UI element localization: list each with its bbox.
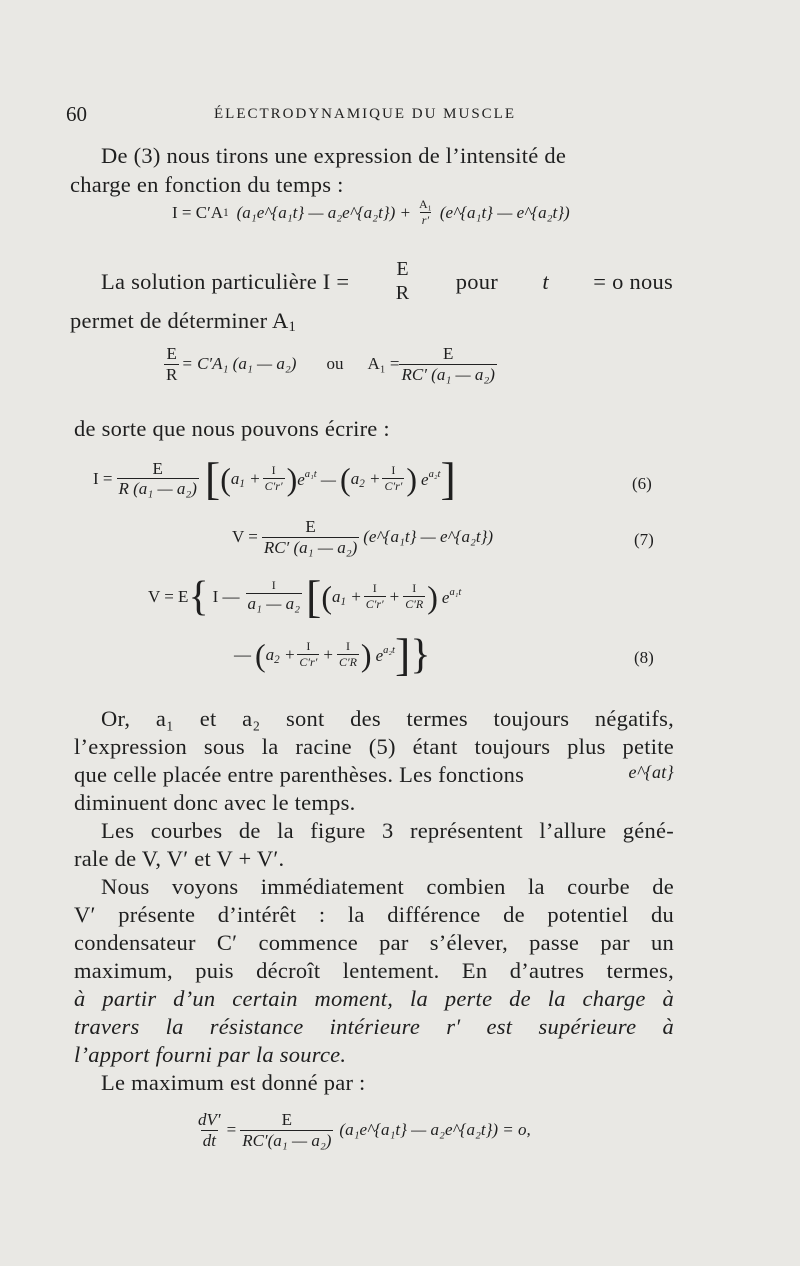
eq8-frac-2	[403, 582, 425, 611]
intro-line-2: charge en fonction du temps :	[70, 172, 344, 197]
eq6-inner-frac-2	[382, 464, 404, 493]
eq-max-equals: =	[226, 1120, 237, 1140]
eq7-lhs: V =	[232, 527, 258, 547]
solution-line-2-sub: 1	[288, 319, 297, 335]
solution-line-2-text: permet de déterminer A	[70, 308, 289, 333]
eq8-open-paren-2: (	[255, 637, 266, 673]
solution-frac-num: E	[396, 258, 409, 280]
equation-maximum	[196, 1110, 531, 1151]
eq6-inner-frac-1	[263, 464, 285, 493]
para3-line-1	[101, 874, 674, 900]
eq8-fraction	[246, 579, 302, 614]
eq8-lhs: V = E	[148, 587, 189, 606]
eq8-open-brace: {	[188, 574, 209, 620]
eq-A1-right-fraction	[399, 344, 496, 385]
eq-A1-left-fraction	[164, 344, 179, 385]
eq-max-derivative	[196, 1110, 223, 1151]
eq6-close-paren-2: )	[406, 461, 418, 497]
eq-intensity-frac-num: A₁	[419, 197, 432, 211]
para1-line-1	[101, 706, 674, 732]
eq6-close-bracket: ]	[440, 453, 456, 504]
eq6-den: R (a₁ — a₂)	[118, 479, 197, 499]
para3-line-3-text: condensateur C′ commence par s’élever, passe par un	[74, 930, 674, 955]
solution-text-b: pour	[455, 268, 498, 294]
eq8-frac-num: I	[271, 578, 276, 593]
eq8-frac-4	[337, 640, 359, 669]
eq-intensity-lhs: I = C′A	[172, 202, 224, 222]
para3-line-7: l’apport fourni par la source.	[74, 1042, 347, 1067]
solution-text-c: = o nous	[593, 268, 673, 294]
eq8-frac-2-num: I	[412, 581, 417, 596]
para3-line-5	[74, 986, 674, 1012]
eq8-close-bracket: ]	[394, 629, 411, 680]
eq8-open-bracket: [	[305, 571, 322, 622]
equation-8-line-2	[234, 629, 431, 680]
eq-A1-right-lhs: A₁ =	[367, 354, 400, 374]
eq8-frac-4-num: I	[345, 639, 350, 654]
eq8-close-brace: }	[410, 632, 431, 678]
para3-line-3	[74, 930, 674, 956]
eq8-exp-1: $e^{a_1t}$	[441, 586, 462, 607]
solution-frac-den: R	[395, 282, 410, 304]
eq8-frac-4-den: C′R	[338, 655, 357, 670]
para2-line-2: rale de V, V′ et V + V′.	[74, 846, 285, 871]
para3-line-2-text: V′ présente d’intérêt : la différence de potentiel du	[74, 902, 674, 927]
eq8-plus-2: +	[323, 645, 333, 664]
equation-6	[93, 453, 456, 504]
eq-max-den: RC′(a₁ — a₂)	[242, 1130, 332, 1150]
eq8-frac-1-num: I	[372, 581, 377, 596]
eq-A1-right-num: E	[443, 344, 454, 363]
eq6-open-paren-2: (	[340, 461, 351, 497]
eq8-close-paren-2: )	[360, 637, 372, 673]
intro-line-1: De (3) nous tirons une expression de l’intensité de	[101, 143, 567, 168]
page-number: 60	[66, 102, 87, 126]
para1-line-3	[74, 762, 674, 788]
solution-text-a: La solution particulière I =	[101, 268, 350, 294]
eq8-frac-3	[297, 640, 319, 669]
eq6-exp-1: $e^{a_1t}$ —	[297, 468, 337, 489]
eq8-frac-1-den: C′r′	[365, 597, 384, 612]
eq7-label: (7)	[634, 530, 654, 549]
solution-line-1	[101, 258, 673, 305]
solution-fraction	[394, 258, 412, 305]
eq7-den: RC′ (a₁ — a₂)	[263, 537, 358, 557]
eq8-label: (8)	[634, 648, 654, 667]
eq8-frac-den: a₁ — a₂	[247, 594, 300, 614]
para1-line-4: diminuent donc avec le temps.	[74, 790, 356, 815]
para2-line-1	[101, 818, 674, 844]
eq6-inner-frac-2-num: I	[391, 463, 396, 478]
eq7-tail: (e^{a₁t} — e^{a₂t})	[363, 527, 494, 547]
para3-line-5-text: à partir d’un certain moment, la perte de la charge à	[74, 986, 674, 1011]
eq-max-dv: dV′	[198, 1110, 221, 1129]
para3-line-6-text: travers la résistance intérieure r′ est supérieure à	[74, 1014, 674, 1039]
eq-A1-left-den: R	[166, 364, 178, 384]
para3-line-1-text: Nous voyons immédiatement combien la courbe de	[101, 874, 674, 899]
eq8-a1: $a_1$ +	[331, 586, 362, 608]
eq-intensity-frac-den: r′	[421, 212, 430, 227]
eq6-label: (6)	[632, 474, 652, 493]
equation-intensity	[172, 198, 570, 227]
eq-max-dt: dt	[202, 1130, 216, 1150]
equation-7	[232, 517, 493, 558]
eq8-exp-2: $e^{a_2t}$	[375, 644, 395, 665]
eq8-open-paren-1: (	[321, 579, 332, 615]
sorte-line: de sorte que nous pouvons écrire :	[74, 416, 390, 441]
eq-max-tail: (a₁e^{a₁t} — a₂e^{a₂t}) = o,	[339, 1120, 531, 1140]
para1-line-1-text: Or, a₁ et a₂ sont des termes toujours négatifs,	[101, 706, 674, 731]
eq6-open-bracket: [	[204, 453, 221, 504]
para3-line-2	[74, 902, 674, 928]
eq8-a2: $a_2$ +	[265, 644, 296, 666]
equation-A1	[164, 344, 497, 385]
eq8-frac-1	[364, 582, 386, 611]
eq8-frac-3-den: C′r′	[299, 655, 318, 670]
para3-line-4-text: maximum, puis décroît lentement. En d’autres termes,	[74, 958, 674, 983]
eq6-lhs: I =	[93, 469, 113, 488]
eq7-num: E	[305, 517, 316, 536]
equation-8-line-1	[148, 571, 462, 622]
eq6-close-paren-1: )	[286, 461, 298, 497]
eq-max-num: E	[281, 1110, 292, 1129]
eq-A1-left-rhs: = C′A₁ (a₁ — a₂)	[181, 354, 297, 374]
eq6-open-paren-1: (	[220, 461, 231, 497]
eq-A1-ou: ou	[326, 354, 344, 374]
eq-max-fraction	[240, 1110, 333, 1151]
para1-line-2-text: l’expression sous la racine (5) étant toujours plus petite	[74, 734, 674, 759]
para4-line-1: Le maximum est donné par :	[101, 1070, 366, 1095]
eq6-inner-frac-1-den: C′r′	[264, 479, 283, 494]
eq6-exp-2: $e^{a_2t}$	[421, 468, 441, 489]
eq-intensity-tail: (e^{a₁t} — e^{a₂t})	[439, 202, 570, 222]
eq8-close-paren-1: )	[427, 579, 438, 615]
para1-line-3-text: que celle placée entre parenthèses. Les fonctions	[74, 762, 525, 787]
eq6-a1: $a_1$ +	[230, 468, 261, 490]
eq8-minus: —	[234, 645, 251, 664]
eq8-frac-2-den: C′R	[405, 597, 424, 612]
para2-line-1-text: Les courbes de la figure 3 représentent l’allure géné-	[101, 818, 674, 843]
para1-line-2	[74, 734, 674, 760]
eq7-fraction	[262, 517, 359, 558]
eq-A1-left-num: E	[166, 344, 177, 363]
eq8-plus-1: +	[389, 587, 400, 606]
solution-t: t	[542, 268, 549, 294]
eq6-a2: $a_2$ +	[350, 468, 381, 490]
eq6-num: E	[152, 458, 163, 478]
eq6-inner-frac-1-num: I	[271, 463, 276, 478]
eq8-one: I —	[212, 587, 240, 606]
running-title: ÉLECTRODYNAMIQUE DU MUSCLE	[214, 106, 516, 122]
solution-line-2	[70, 308, 296, 336]
eq-intensity-term: (a₁e^{a₁t} — a₂e^{a₂t}) +	[236, 202, 411, 222]
para3-line-4	[74, 958, 674, 984]
eq-A1-right-den: RC′ (a₁ — a₂)	[401, 364, 495, 384]
eq6-inner-frac-2-den: C′r′	[384, 479, 403, 494]
eq6-fraction	[117, 459, 199, 500]
para1-line-3-exp: e^{at}	[628, 762, 674, 782]
eq8-frac-3-num: I	[306, 639, 311, 654]
eq-intensity-fraction	[417, 198, 434, 227]
eq-intensity-sub: 1	[223, 206, 229, 219]
para3-line-6	[74, 1014, 674, 1040]
